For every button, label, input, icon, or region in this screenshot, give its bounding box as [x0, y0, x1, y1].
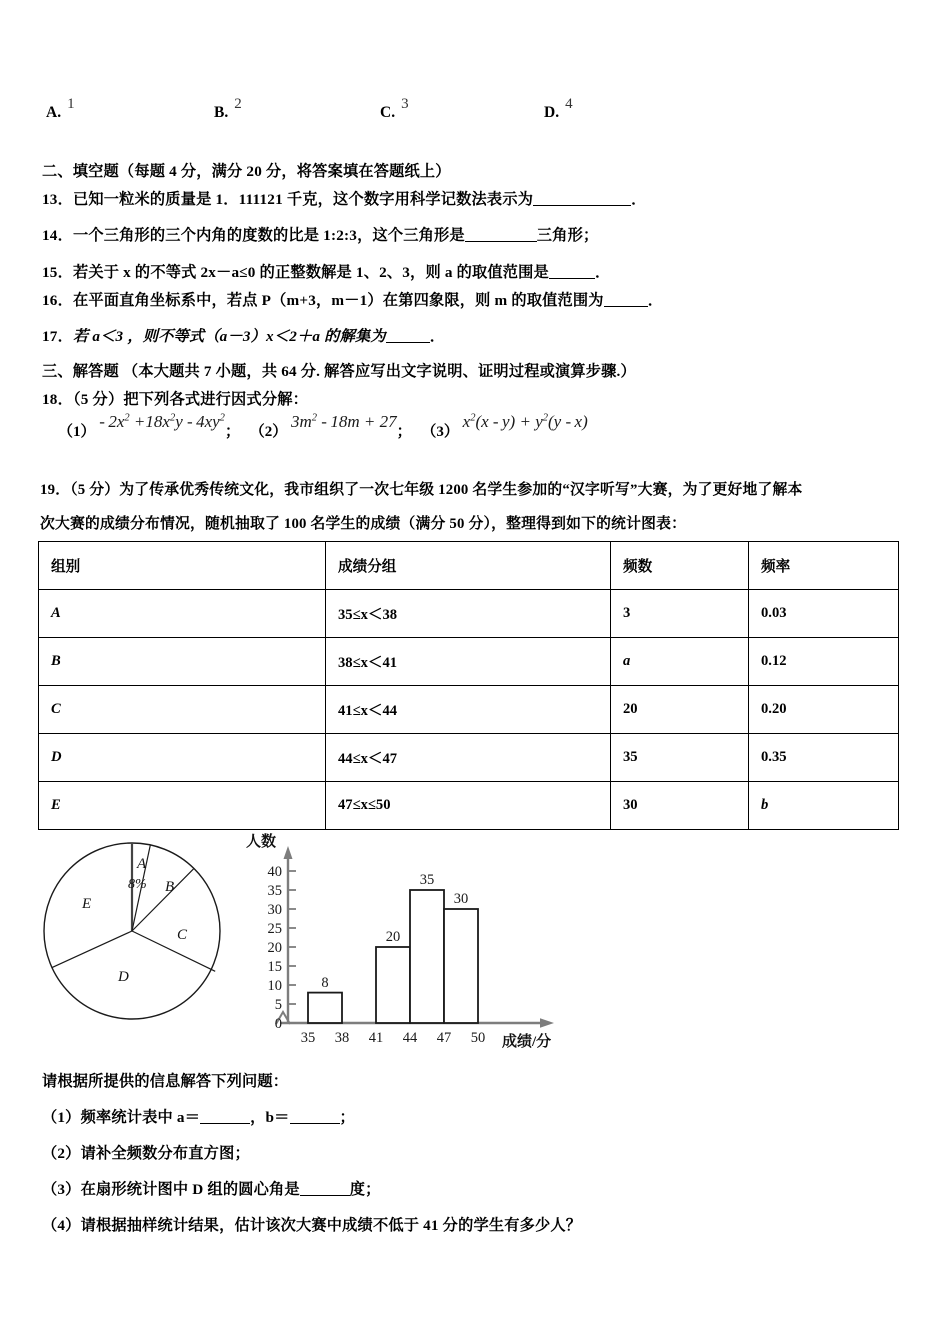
tail-item-1-blank-a[interactable] [200, 1123, 250, 1124]
row-a-range: 35≤x＜38 [326, 590, 611, 638]
tail-item-2-index: （2） [42, 1145, 81, 1162]
x-tick-35: 35 [300, 1030, 316, 1046]
question-13-tail: ． [631, 191, 647, 208]
choice-b-letter: B. [214, 104, 229, 121]
row-d-range: 44≤x＜47 [326, 734, 611, 782]
choice-a-letter: A. [46, 104, 62, 121]
choice-b[interactable] [214, 96, 242, 122]
table-row [39, 638, 899, 686]
row-a-frequency: 3 [611, 590, 749, 638]
question-17-text: 若 a＜3 ，则不等式（a－3）x＜2＋a 的解集为 [72, 328, 386, 345]
tail-item-1-mid: ，b＝ [250, 1109, 290, 1126]
bar-chart-xlabel: 成绩/分 [502, 1034, 552, 1050]
q18-part3-expression: $x^2(x - y) + y^2(y - x)$ [462, 412, 588, 431]
question-15-tail: ． [594, 264, 611, 281]
tail-item-1-index: （1） [42, 1109, 81, 1126]
row-c-frequency: 20 [611, 686, 749, 734]
question-15-text: 若关于 x 的不等式 2x－a≤0 的正整数解是 1、2、3，则 a 的取值范围是 [72, 264, 549, 281]
tail-item-4-text: 请根据抽样统计结果，估计该次大赛中成绩不低于 41 分的学生有多少人？ [80, 1217, 582, 1234]
q18-part2-index: （2） [249, 424, 288, 440]
q18-part2-expression: $3m^2 - 18m + 27$ [290, 412, 397, 431]
x-tick-44: 44 [402, 1030, 418, 1046]
row-d-frequency: 35 [611, 734, 749, 782]
row-b-range: 38≤x＜41 [326, 638, 611, 686]
choice-d[interactable] [544, 96, 573, 122]
row-b-group: B [39, 638, 326, 686]
q18-part1-index: （1） [58, 424, 96, 440]
bar-44-47 [410, 890, 444, 1023]
row-c-group: C [39, 686, 326, 734]
table-header-rate: 频率 [749, 542, 899, 590]
table-header-group: 组别 [39, 542, 326, 590]
question-16-text: 在平面直角坐标系中，若点 P（m+3，m－1）在第四象限，则 m 的取值范围为 [72, 292, 604, 309]
question-15 [42, 261, 610, 282]
question-14-number: 14． [42, 227, 73, 244]
question-19-line2: 次大赛的成绩分布情况，随机抽取了 100 名学生的成绩（满分 50 分），整理得到如下的统计图表： [40, 516, 687, 532]
question-17-tail: ． [429, 328, 446, 345]
choice-d-letter: D. [544, 104, 560, 121]
table-header-frequency: 频数 [611, 542, 749, 590]
bar-label-35-38: 8 [321, 975, 329, 991]
row-e-rate: b [749, 782, 899, 830]
row-b-rate: 0.12 [749, 638, 899, 686]
pie-chart [40, 836, 232, 1033]
y-tick-group [288, 871, 296, 1023]
tail-item-2-text: 请补全频数分布直方图； [80, 1145, 250, 1162]
bar-chart-svg [238, 828, 568, 1060]
x-tick-38: 38 [334, 1030, 350, 1046]
question-16 [42, 289, 663, 310]
section-two-heading: 二、填空题（每题 4 分，满分 20 分，将答案填在答题纸上） [42, 163, 451, 180]
tail-item-1 [42, 1106, 355, 1127]
tail-item-3 [42, 1178, 381, 1199]
question-15-blank[interactable] [549, 278, 595, 279]
table-row [39, 782, 899, 830]
row-a-rate: 0.03 [749, 590, 899, 638]
question-17-number: 17． [42, 328, 73, 345]
choice-c-letter: C. [380, 104, 396, 121]
tail-intro: 请根据所提供的信息解答下列问题： [42, 1073, 289, 1090]
question-14-blank[interactable] [465, 241, 537, 242]
choice-a[interactable] [46, 96, 75, 122]
q18-part3-index: （3） [421, 424, 459, 440]
x-tick-41: 41 [368, 1030, 384, 1046]
x-tick-47: 47 [436, 1030, 452, 1046]
table-row [39, 686, 899, 734]
choice-a-value: 1 [67, 96, 75, 112]
question-15-number: 15． [42, 264, 73, 281]
tail-item-2 [42, 1142, 250, 1163]
question-19-line1: 19．（5 分）为了传承优秀传统文化，我市组织了一次七年级 1200 名学生参加的“汉字听写”大赛，为了更好地了解本 [40, 482, 803, 498]
row-e-frequency: 30 [611, 782, 749, 830]
y-tick-15: 15 [267, 959, 282, 975]
question-18-expressions [58, 414, 758, 448]
pie-label-c: C [177, 927, 188, 943]
pie-label-d: D [118, 969, 129, 985]
tail-item-1-after: ； [339, 1109, 355, 1126]
question-13 [42, 188, 646, 209]
frequency-table [38, 541, 899, 830]
pie-label-a: A [137, 856, 147, 872]
question-16-tail: ． [647, 292, 664, 309]
question-14-tail: 三角形； [536, 227, 599, 244]
tail-item-1-before: 频率统计表中 a＝ [80, 1109, 201, 1126]
bar-47-50 [444, 909, 478, 1023]
question-13-text: 已知一粒米的质量是 1．111121 千克，这个数字用科学记数法表示为 [72, 191, 534, 208]
x-axis-arrow [540, 1018, 554, 1028]
choice-d-value: 4 [565, 96, 573, 112]
bar-label-44-47: 35 [419, 872, 435, 888]
tail-item-3-before: 在扇形统计图中 D 组的圆心角是 [80, 1181, 300, 1198]
choice-c-value: 3 [401, 96, 409, 112]
tail-item-1-blank-b[interactable] [290, 1123, 340, 1124]
y-tick-10: 10 [267, 978, 282, 994]
row-c-range: 41≤x＜44 [326, 686, 611, 734]
table-row [39, 734, 899, 782]
pie-label-e: E [82, 896, 92, 912]
y-tick-0: 0 [274, 1016, 282, 1032]
answer-choices-row [42, 96, 902, 140]
row-a-group: A [39, 590, 326, 638]
row-e-group: E [39, 782, 326, 830]
tail-item-3-blank[interactable] [300, 1195, 350, 1196]
q18-part1-expression: - $2x^2 +18x^2y - 4xy^2$ [99, 412, 225, 431]
y-tick-20: 20 [267, 940, 282, 956]
question-14-text: 一个三角形的三个内角的度数的比是 1:2:3，这个三角形是 [72, 227, 465, 244]
question-13-blank[interactable] [533, 205, 631, 206]
question-17-blank[interactable] [386, 342, 430, 343]
tail-item-3-after: 度； [349, 1181, 381, 1198]
question-17 [42, 325, 445, 346]
bar-41-44 [376, 947, 410, 1023]
bar-35-38 [308, 993, 342, 1023]
row-b-frequency: a [611, 638, 749, 686]
pie-label-b: B [165, 879, 175, 895]
tail-item-4-index: （4） [42, 1217, 81, 1234]
pie-annotation-percent: 8% [128, 877, 147, 892]
bar-label-47-50: 30 [453, 891, 469, 907]
tail-item-3-index: （3） [42, 1181, 81, 1198]
row-e-range: 47≤x≤50 [326, 782, 611, 830]
table-header-range: 成绩分组 [326, 542, 611, 590]
section-three-heading: 三、解答题 （本大题共 7 小题，共 64 分. 解答应写出文字说明、证明过程或演算步骤.） [42, 363, 636, 380]
y-tick-5: 5 [274, 997, 282, 1013]
question-14 [42, 224, 598, 245]
y-tick-30: 30 [267, 902, 282, 918]
y-tick-40: 40 [267, 864, 282, 880]
question-18-stem: 18．（5 分）把下列各式进行因式分解： [42, 391, 308, 408]
table-row [39, 590, 899, 638]
q18-sep2: ； [396, 424, 412, 440]
choice-c[interactable] [380, 96, 409, 122]
table-header-row [39, 542, 899, 590]
y-tick-25: 25 [267, 921, 282, 937]
y-tick-35: 35 [267, 883, 282, 899]
row-c-rate: 0.20 [749, 686, 899, 734]
question-16-blank[interactable] [604, 306, 648, 307]
y-axis-arrow [284, 846, 293, 859]
bar-chart-ylabel: 人数 [246, 834, 277, 850]
bar-label-41-44: 20 [385, 929, 401, 945]
pie-chart-svg [40, 836, 232, 1028]
charts-row [0, 828, 950, 1063]
question-13-number: 13． [42, 191, 73, 208]
choice-b-value: 2 [234, 96, 242, 112]
bar-chart [238, 828, 568, 1065]
row-d-rate: 0.35 [749, 734, 899, 782]
x-tick-50: 50 [470, 1030, 486, 1046]
row-d-group: D [39, 734, 326, 782]
q18-sep1: ； [224, 424, 240, 440]
question-16-number: 16． [42, 292, 73, 309]
tail-item-4 [42, 1214, 581, 1235]
